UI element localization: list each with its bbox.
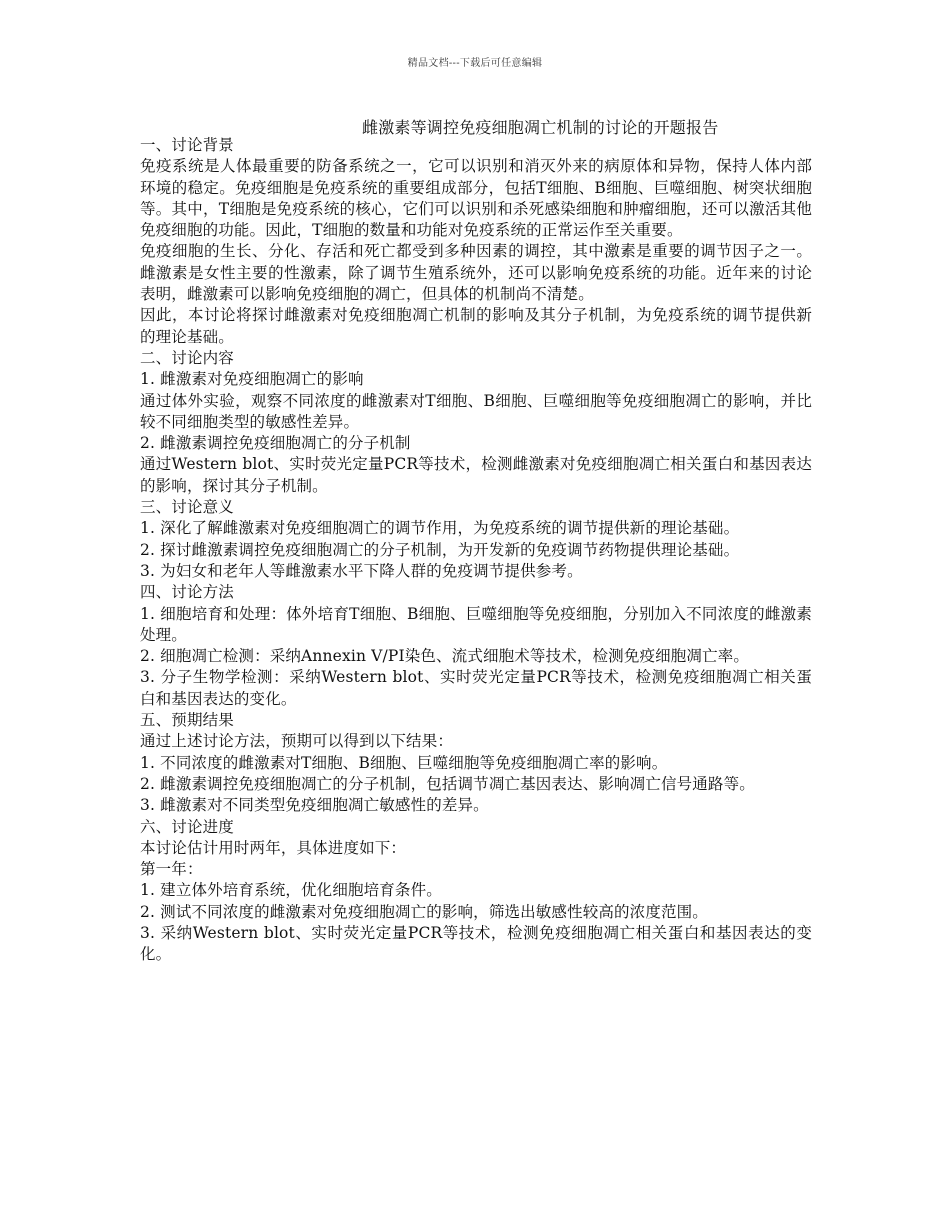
section-heading-schedule: 六、讨论进度 [140, 817, 234, 836]
list-item: 3. 采纳Western blot、实时荧光定量PCR等技术，检测免疫细胞凋亡相关蛋白和基因表达的变化。 [140, 923, 812, 964]
list-item: 3. 分子生物学检测：采纳Western blot、实时荧光定量PCR等技术，检测免疫细胞凋亡相关蛋白和基因表达的变化。 [140, 668, 812, 708]
list-item: 2. 探讨雌激素调控免疫细胞凋亡的分子机制，为开发新的免疫调节药物提供理论基础。 [140, 540, 740, 559]
list-item: 1. 细胞培育和处理：体外培育T细胞、B细胞、巨噬细胞等免疫细胞，分别加入不同浓度的雌激素处理。 [140, 604, 812, 644]
list-item: 1. 不同浓度的雌激素对T细胞、B细胞、巨噬细胞等免疫细胞凋亡率的影响。 [140, 753, 668, 772]
paragraph: 免疫系统是人体最重要的防备系统之一，它可以识别和消灭外来的病原体和异物，保持人体内部环境的稳定。免疫细胞是免疫系统的重要组成部分，包括T细胞、B细胞、巨噬细胞、树突状细胞等。其中，T细胞是免疫系统的核心，它们可以识别和杀死感染细胞和肿瘤细胞，还可以激活其他免疫细胞的功能。因此，T细胞的数量和功能对免疫系统的正常运作至关重要。 [140, 157, 812, 240]
document-title: 雌激素等调控免疫细胞凋亡机制的讨论的开题报告 [362, 118, 719, 137]
list-item: 2. 雌激素调控免疫细胞凋亡的分子机制 [140, 434, 411, 453]
paragraph: 本讨论估计用时两年，具体进度如下： [140, 838, 407, 857]
header-note: 精品文档---下载后可任意编辑 [407, 58, 543, 69]
list-item: 2. 雌激素调控免疫细胞凋亡的分子机制，包括调节凋亡基因表达、影响凋亡信号通路等。 [140, 774, 755, 793]
paragraph: 通过上述讨论方法，预期可以得到以下结果： [140, 732, 454, 751]
paragraph: 因此，本讨论将探讨雌激素对免疫细胞凋亡机制的影响及其分子机制，为免疫系统的调节提供新的理论基础。 [140, 306, 812, 346]
section-heading-significance: 三、讨论意义 [140, 498, 234, 517]
paragraph: 通过Western blot、实时荧光定量PCR等技术，检测雌激素对免疫细胞凋亡相关蛋白和基因表达的影响，探讨其分子机制。 [140, 455, 812, 495]
list-item: 3. 为妇女和老年人等雌激素水平下降人群的免疫调节提供参考。 [140, 561, 583, 580]
subheading-first-year: 第一年： [140, 860, 203, 879]
section-heading-methods: 四、讨论方法 [140, 583, 234, 602]
paragraph: 免疫细胞的生长、分化、存活和死亡都受到多种因素的调控，其中激素是重要的调节因子之一。雌激素是女性主要的性激素，除了调节生殖系统外，还可以影响免疫系统的功能。近年来的讨论表明，雌激素可以影响免疫细胞的凋亡，但具体的机制尚不清楚。 [140, 242, 812, 304]
list-item: 1. 建立体外培育系统，优化细胞培育条件。 [140, 881, 442, 900]
list-item: 1. 雌激素对免疫细胞凋亡的影响 [140, 370, 364, 389]
list-item: 3. 雌激素对不同类型免疫细胞凋亡敏感性的差异。 [140, 796, 489, 815]
paragraph: 通过体外实验，观察不同浓度的雌激素对T细胞、B细胞、巨噬细胞等免疫细胞凋亡的影响，并比较不同细胞类型的敏感性差异。 [140, 391, 812, 431]
document-body [140, 135, 812, 966]
list-item: 1. 深化了解雌激素对免疫细胞凋亡的调节作用，为免疫系统的调节提供新的理论基础。 [140, 519, 740, 538]
section-heading-content: 二、讨论内容 [140, 348, 234, 367]
list-item: 2. 细胞凋亡检测：采纳Annexin V/PI染色、流式细胞术等技术，检测免疫细胞凋亡率。 [140, 647, 750, 666]
section-heading-expected-results: 五、预期结果 [140, 711, 234, 730]
list-item: 2. 测试不同浓度的雌激素对免疫细胞凋亡的影响，筛选出敏感性较高的浓度范围。 [140, 902, 708, 921]
section-heading-background: 一、讨论背景 [140, 136, 234, 154]
